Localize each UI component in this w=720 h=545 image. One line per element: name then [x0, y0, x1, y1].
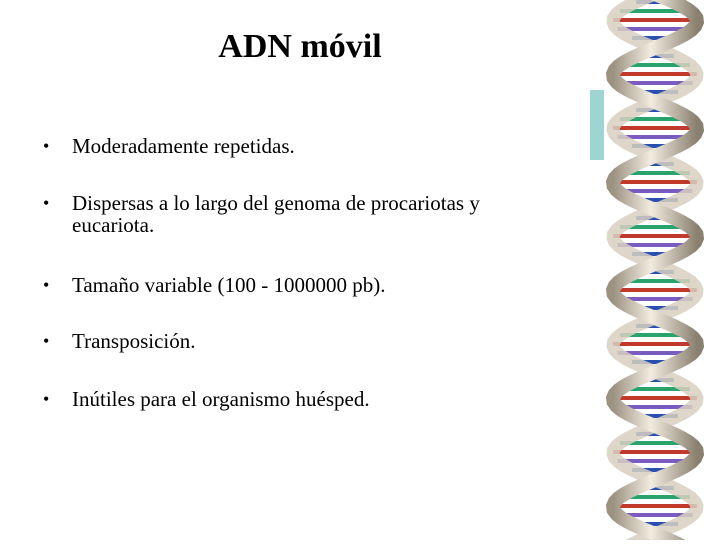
bullet-marker: • — [43, 193, 50, 213]
bullet-text: Dispersas a lo largo del genoma de procariotas y eucariota. — [72, 191, 480, 237]
bullet-marker: • — [43, 136, 50, 156]
bullet-marker: • — [43, 331, 50, 351]
bullet-item — [40, 192, 552, 236]
bullet-item — [40, 388, 552, 410]
bullet-marker: • — [43, 275, 50, 295]
slide-title: ADN móvil — [218, 28, 382, 65]
dna-helix-icon — [590, 0, 720, 540]
bullet-text: Tamaño variable (100 - 1000000 pb). — [72, 273, 386, 297]
bullet-item — [40, 330, 552, 352]
bullet-text: Transposición. — [72, 329, 196, 353]
bullet-marker: • — [43, 389, 50, 409]
bullet-text: Moderadamente repetidas. — [72, 134, 295, 158]
bullet-item — [40, 274, 552, 296]
bullet-text: Inútiles para el organismo huésped. — [72, 387, 370, 411]
teal-accent-bar — [590, 90, 604, 160]
bullet-item — [40, 135, 552, 157]
dna-helix-graphic — [590, 0, 720, 540]
